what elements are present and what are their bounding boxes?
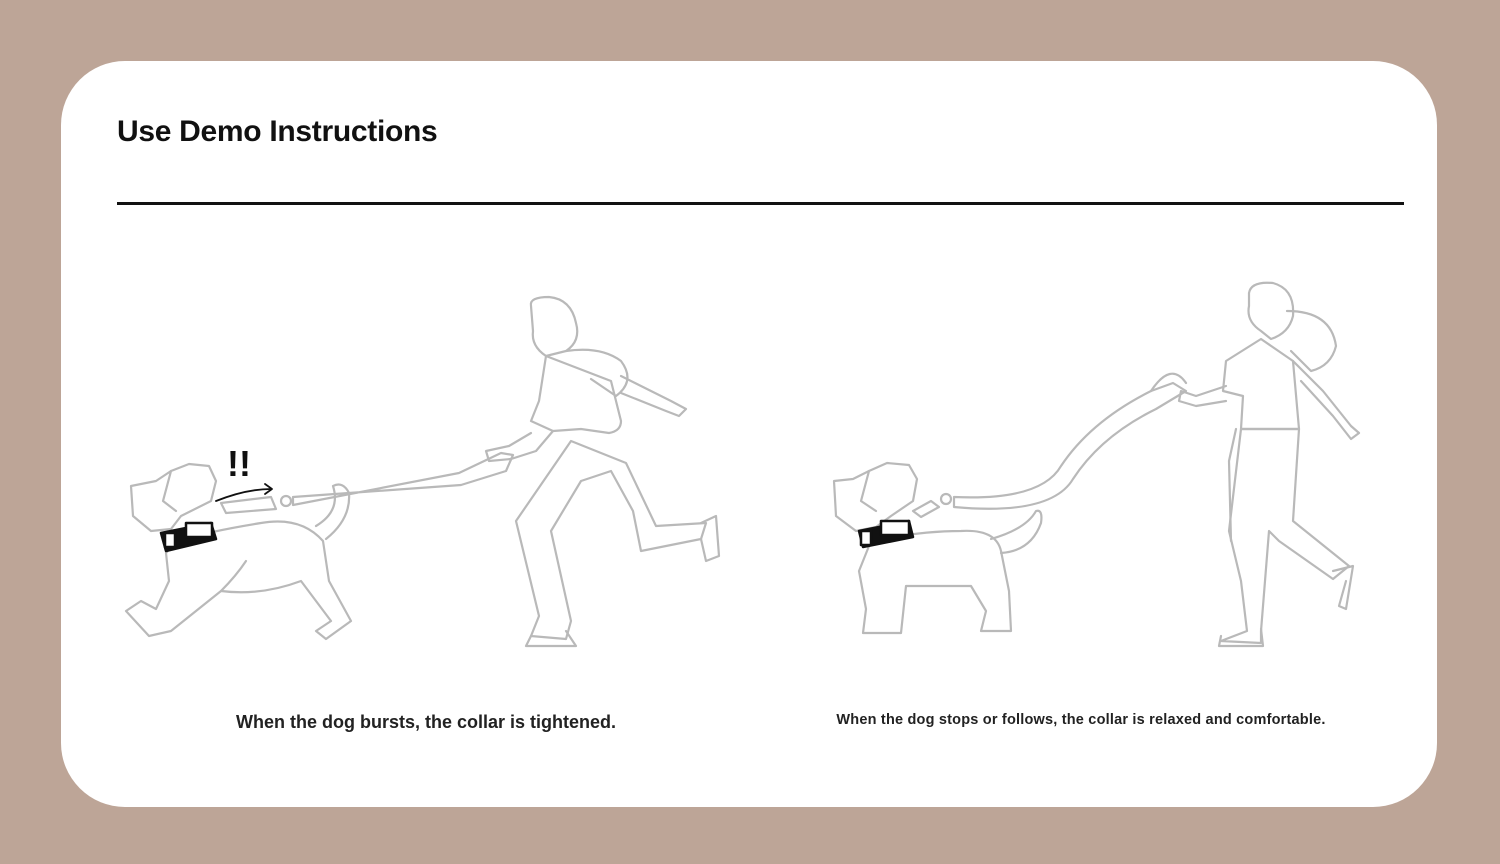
collar-right	[859, 521, 913, 547]
leash-left	[221, 453, 513, 513]
running-woman-figure	[486, 297, 719, 646]
standing-dog-figure	[834, 463, 1041, 633]
instruction-card	[61, 61, 1437, 807]
page-title: Use Demo Instructions	[117, 115, 438, 148]
leash-right	[913, 374, 1186, 517]
running-dog-figure	[126, 464, 351, 639]
right-scene	[834, 283, 1359, 646]
caption-right: When the dog stops or follows, the collar is relaxed and comfortable.	[836, 712, 1326, 728]
caption-left: When the dog bursts, the collar is tightened.	[235, 712, 617, 732]
left-scene	[126, 297, 719, 646]
collar-left	[161, 523, 216, 551]
walking-woman-figure	[1179, 283, 1359, 646]
alert-exclamation: !!	[227, 443, 251, 484]
illustration-canvas	[61, 61, 1437, 807]
